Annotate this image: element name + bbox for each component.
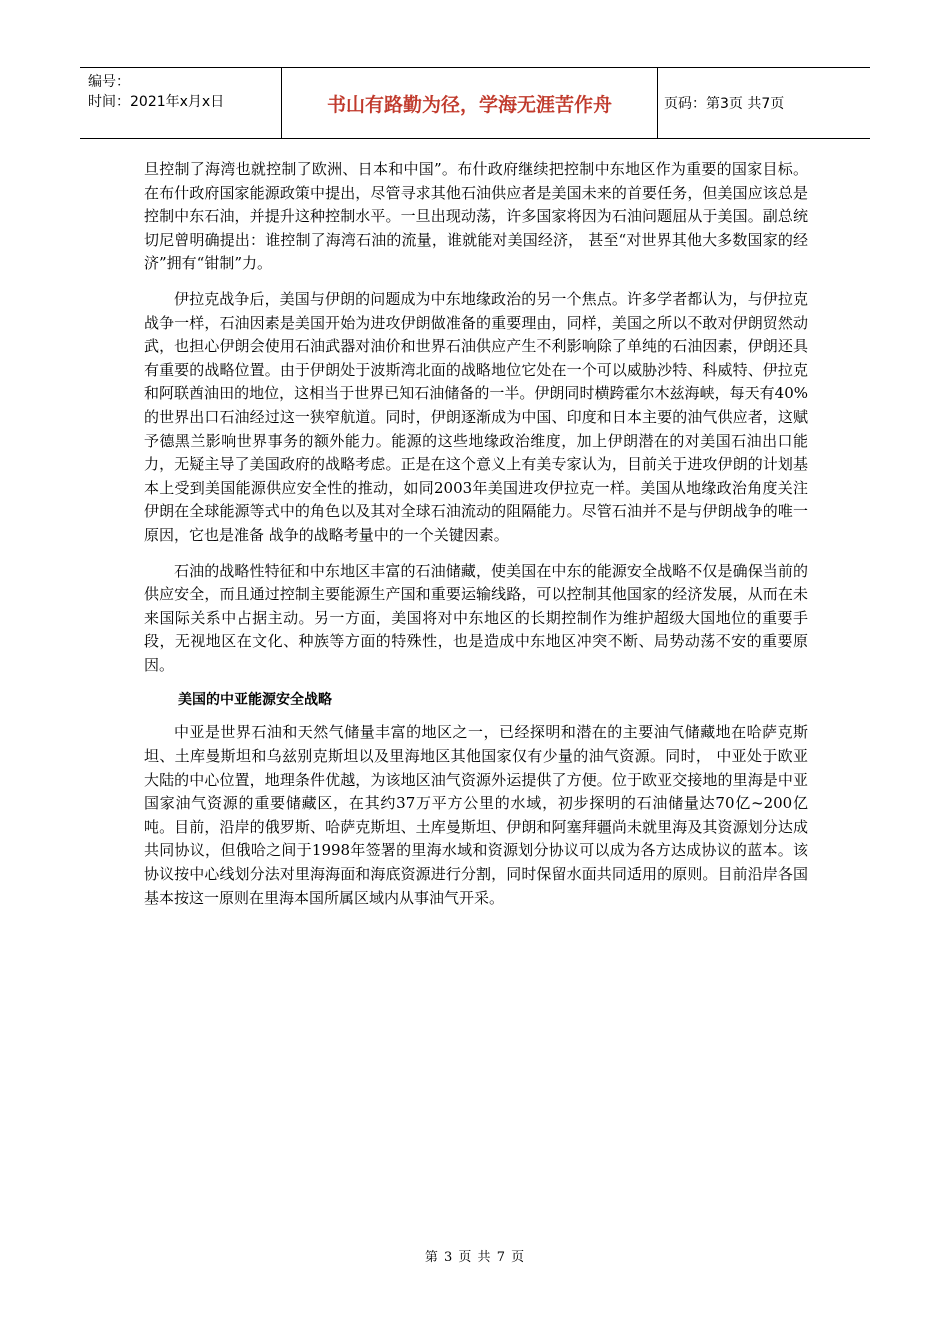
- body-paragraph-2: 伊拉克战争后，美国与伊朗的问题成为中东地缘政治的另一个焦点。许多学者都认为，与伊拉克战争一样，石油因素是美国开始为进攻伊朗做准备的重要理由，同样，美国之所以不敢对伊朗贸然动武，也担心伊朗会使用石油武器对油价和世界石油供应产生不利影响除了单纯的石油因素，伊朗还具有重要的战略位置。由于伊朗处于波斯湾北面的战略地位它处在一个可以威胁沙特、科威特、伊拉克和阿联酋油田的地位，这相当于世界已知石油储备的一半。伊朗同时横跨霍尔木兹海峡，每天有40%的世界出口石油经过这一狭窄航道。同时，伊朗逐渐成为中国、印度和日本主要的油气供应者，这赋予德黑兰影响世界事务的额外能力。能源的这些地缘政治维度，加上伊朗潜在的对美国石油出口能力，无疑主导了美国政府的战略考虑。正是在这个意义上有美专家认为，目前关于进攻伊朗的计划基本上受到美国能源供应安全性的推动，如同2003年美国进攻伊拉克一样。美国从地缘政治角度关注伊朗在全球能源等式中的角色以及其对全球石油流动的阻隔能力。尽管石油并不是与伊朗战争的唯一原因，它也是准备 战争的战略考量中的一个关键因素。: [144, 289, 808, 544]
- page-footer: 第 3 页 共 7 页: [424, 1250, 526, 1265]
- body-paragraph-3: 石油的战略性特征和中东地区丰富的石油储藏，使美国在中东的能源安全战略不仅是确保当前的供应安全，而且通过控制主要能源生产国和重要运输线路，可以控制其他国家的经济发展，从而在未来国际关系中占据主动。另一方面，美国将对中东地区的长期控制作为维护超级大国地位的重要手段，无视地区在文化、种族等方面的特殊性，也是造成中东地区冲突不断、局势动荡不安的重要原因。: [144, 561, 808, 674]
- page-header: [80, 67, 870, 139]
- body-paragraph-1: 旦控制了海湾也就控制了欧洲、日本和中国”。布什政府继续把控制中东地区作为重要的国家目标。在布什政府国家能源政策中提出，尽管寻求其他石油供应者是美国未来的首要任务，但美国应该总是控制中东石油，并提升这种控制水平。一旦出现动荡，许多国家将因为石油问题屈从于美国。副总统切尼曾明确提出：谁控制了海湾石油的流量，谁就能对美国经济， 甚至“对世界其他大多数国家的经济”拥有“钳制”力。: [144, 160, 808, 273]
- header-motto: 书山有路勤为径，学海无涯苦作舟: [282, 68, 658, 138]
- header-meta: [80, 68, 282, 138]
- section-paragraph: 中亚是世界石油和天然气储量丰富的地区之一，已经探明和潜在的主要油气储藏地在哈萨克斯坦、土库曼斯坦和乌兹别克斯坦以及里海地区其他国家仅有少量的油气资源。同时， 中亚处于欧亚大陆的中心位置，地理条件优越，为该地区油气资源外运提供了方便。位于欧亚交接地的里海是中亚国家油气资源的重要储藏区，在其约37万平方公里的水域，初步探明的石油储量达70亿~200亿吨。目前，沿岸的俄罗斯、哈萨克斯坦、土库曼斯坦、伊朗和阿塞拜疆尚未就里海及其资源划分达成共同协议，但俄哈之间于1998年签署的里海水域和资源划分协议可以成为各方达成协议的蓝本。该协议按中心线划分法对里海海面和海底资源进行分割，同时保留水面共同适用的原则。目前沿岸各国基本按这一原则在里海本国所属区域内从事油气开采。: [144, 723, 808, 907]
- document-number-label: 编号：: [88, 74, 130, 90]
- section-heading: 美国的中亚能源安全战略: [178, 692, 332, 709]
- header-page-info: 页码：第3页 共7页: [664, 96, 785, 112]
- document-date-label: 时间：2021年x月x日: [88, 94, 225, 110]
- document-body: [144, 158, 808, 922]
